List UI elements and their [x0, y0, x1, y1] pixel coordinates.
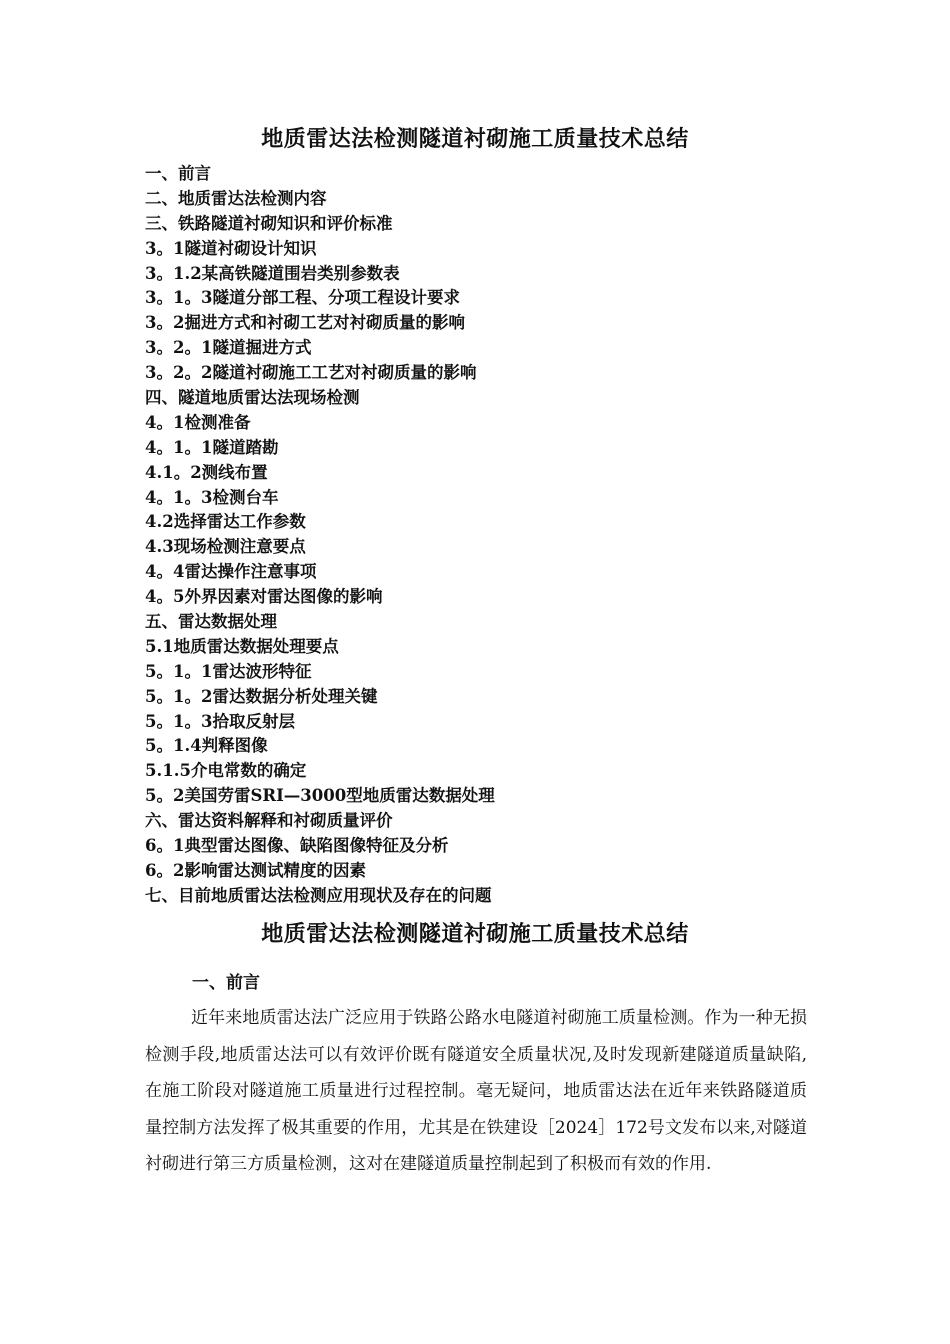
- table-of-contents: [145, 162, 825, 909]
- toc-item: 5。2美国劳雷SRI—3000型地质雷达数据处理: [145, 786, 495, 806]
- toc-item: 4。1。1隧道踏勘: [145, 437, 279, 457]
- toc-item: 4.3现场检测注意要点: [145, 537, 306, 557]
- toc-item: 3。2。1隧道掘进方式: [145, 338, 312, 358]
- toc-item: 3。1隧道衬砌设计知识: [145, 238, 317, 258]
- toc-item: 四、隧道地质雷达法现场检测: [145, 388, 360, 408]
- toc-item: 3。1.2某高铁隧道围岩类别参数表: [145, 263, 400, 283]
- toc-item: 4。4雷达操作注意事项: [145, 562, 317, 582]
- toc-item: 5。1。2雷达数据分析处理关键: [145, 686, 378, 706]
- toc-item: 五、雷达数据处理: [145, 612, 277, 632]
- toc-item: 4。1检测准备: [145, 412, 251, 432]
- toc-item: 三、铁路隧道衬砌知识和评价标准: [145, 213, 393, 233]
- toc-item: 6。1典型雷达图像、缺陷图像特征及分析: [145, 836, 449, 856]
- toc-item: 一、前言: [145, 164, 211, 183]
- toc-item: 4.1。2测线布置: [145, 462, 268, 482]
- section-heading: 一、前言: [192, 973, 260, 993]
- toc-item: 5.1.5介电常数的确定: [145, 761, 307, 781]
- body-paragraph: 近年来地质雷达法广泛应用于铁路公路水电隧道衬砌施工质量检测。作为一种无损检测手段,地质雷达法可以有效评价既有隧道安全质量状况,及时发现新建隧道质量缺陷,在施工阶段对隧道施工质量进行过程控制。毫无疑问，地质雷达法在近年来铁路隧道质量控制方法发挥了极其重要的作用，尤其是在铁建设［2024］172号文发布以来,对隧道衬砌进行第三方质量检测，这对在建隧道质量控制起到了积极而有效的作用.: [145, 1008, 807, 1175]
- toc-item: 七、目前地质雷达法检测应用现状及存在的问题: [145, 885, 492, 905]
- toc-item: 5。1。3拾取反射层: [145, 711, 295, 731]
- toc-item: 六、雷达资料解释和衬砌质量评价: [145, 811, 393, 831]
- toc-item: 5。1.4判释图像: [145, 736, 268, 756]
- toc-item: 5.1地质雷达数据处理要点: [145, 636, 339, 656]
- toc-item: 4。1。3检测台车: [145, 487, 279, 507]
- toc-item: 3。2。2隧道衬砌施工工艺对衬砌质量的影响: [145, 363, 477, 383]
- toc-item: 4。5外界因素对雷达图像的影响: [145, 587, 383, 607]
- toc-item: 5。1。1雷达波形特征: [145, 661, 312, 681]
- toc-item: 3。2掘进方式和衬砌工艺对衬砌质量的影响: [145, 313, 465, 333]
- document-title: 地质雷达法检测隧道衬砌施工质量技术总结: [261, 126, 689, 152]
- toc-item: 二、地质雷达法检测内容: [145, 188, 327, 208]
- toc-item: 6。2影响雷达测试精度的因素: [145, 860, 366, 880]
- toc-item: 4.2选择雷达工作参数: [145, 512, 306, 532]
- body-title: 地质雷达法检测隧道衬砌施工质量技术总结: [261, 921, 689, 947]
- toc-item: 3。1。3隧道分部工程、分项工程设计要求: [145, 288, 460, 308]
